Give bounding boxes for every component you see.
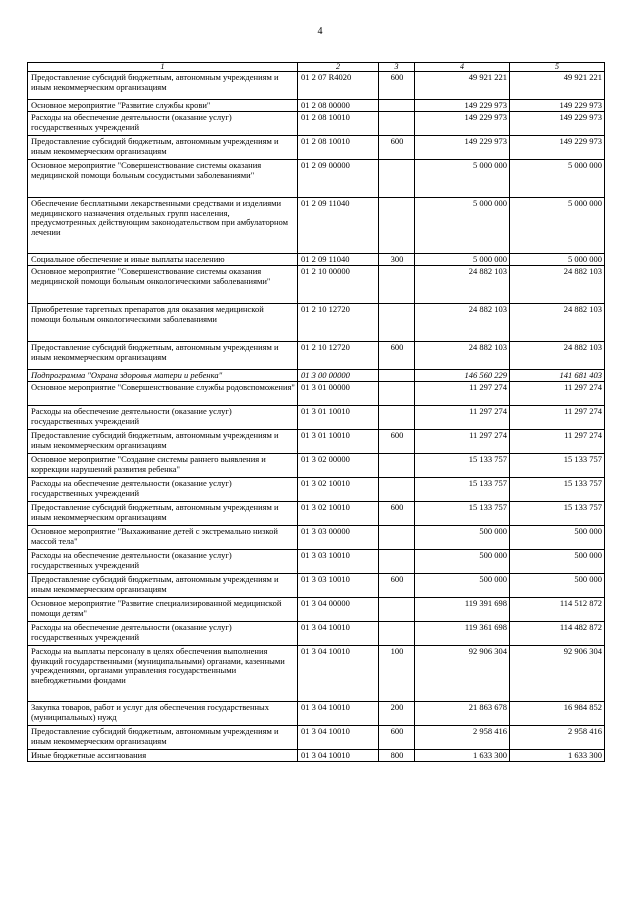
table-row — [28, 646, 605, 702]
row-name: Предоставление субсидий бюджетным, автономным учреждениям и иным некоммерческим организациям — [28, 726, 298, 750]
row-name: Предоставление субсидий бюджетным, автономным учреждениям и иным некоммерческим организациям — [28, 72, 298, 100]
row-expense-type — [379, 370, 415, 382]
row-value-1: 119 391 698 — [415, 598, 510, 622]
row-value-2: 500 000 — [510, 526, 605, 550]
row-value-2: 24 882 103 — [510, 342, 605, 370]
table-row — [28, 266, 605, 304]
row-value-2: 24 882 103 — [510, 304, 605, 342]
table-row — [28, 478, 605, 502]
row-name: Расходы на обеспечение деятельности (оказание услуг) государственных учреждений — [28, 622, 298, 646]
table-row — [28, 430, 605, 454]
row-name: Расходы на обеспечение деятельности (оказание услуг) государственных учреждений — [28, 478, 298, 502]
row-code: 01 2 10 12720 — [298, 304, 379, 342]
table-row — [28, 382, 605, 406]
budget-table — [27, 62, 605, 762]
header-col-2: 2 — [298, 63, 379, 72]
row-value-2: 114 512 872 — [510, 598, 605, 622]
row-code: 01 2 10 00000 — [298, 266, 379, 304]
row-value-2: 141 681 403 — [510, 370, 605, 382]
row-code: 01 3 04 10010 — [298, 646, 379, 702]
row-expense-type — [379, 266, 415, 304]
table-row — [28, 254, 605, 266]
row-value-1: 15 133 757 — [415, 454, 510, 478]
row-name: Иные бюджетные ассигнования — [28, 750, 298, 762]
row-code: 01 2 07 R4020 — [298, 72, 379, 100]
table-row — [28, 702, 605, 726]
row-code: 01 3 04 10010 — [298, 702, 379, 726]
row-value-1: 15 133 757 — [415, 502, 510, 526]
row-expense-type — [379, 160, 415, 198]
row-code: 01 2 09 11040 — [298, 198, 379, 254]
row-value-2: 114 482 872 — [510, 622, 605, 646]
row-value-1: 11 297 274 — [415, 406, 510, 430]
row-value-1: 500 000 — [415, 574, 510, 598]
row-value-2: 24 882 103 — [510, 266, 605, 304]
row-name: Предоставление субсидий бюджетным, автономным учреждениям и иным некоммерческим организациям — [28, 574, 298, 598]
row-expense-type: 100 — [379, 646, 415, 702]
table-row — [28, 100, 605, 112]
header-col-5: 5 — [510, 63, 605, 72]
row-code: 01 2 08 00000 — [298, 100, 379, 112]
table-row — [28, 342, 605, 370]
row-expense-type: 800 — [379, 750, 415, 762]
header-col-4: 4 — [415, 63, 510, 72]
row-value-2: 15 133 757 — [510, 478, 605, 502]
row-value-1: 24 882 103 — [415, 342, 510, 370]
row-expense-type — [379, 198, 415, 254]
table-row — [28, 750, 605, 762]
row-code: 01 2 08 10010 — [298, 112, 379, 136]
row-value-1: 500 000 — [415, 526, 510, 550]
row-value-2: 92 906 304 — [510, 646, 605, 702]
row-code: 01 3 04 10010 — [298, 622, 379, 646]
page-number: 4 — [317, 26, 323, 37]
table-row — [28, 406, 605, 430]
row-value-2: 11 297 274 — [510, 430, 605, 454]
row-value-2: 15 133 757 — [510, 454, 605, 478]
row-name: Основное мероприятие "Совершенствование службы родовспоможения" — [28, 382, 298, 406]
table-row — [28, 502, 605, 526]
row-value-1: 92 906 304 — [415, 646, 510, 702]
row-code: 01 3 03 00000 — [298, 526, 379, 550]
row-expense-type — [379, 112, 415, 136]
row-value-2: 5 000 000 — [510, 254, 605, 266]
row-code: 01 3 04 10010 — [298, 750, 379, 762]
row-expense-type: 600 — [379, 430, 415, 454]
row-value-2: 16 984 852 — [510, 702, 605, 726]
row-value-2: 1 633 300 — [510, 750, 605, 762]
row-expense-type: 600 — [379, 342, 415, 370]
row-value-2: 149 229 973 — [510, 100, 605, 112]
row-name: Основное мероприятие "Развитие службы крови" — [28, 100, 298, 112]
row-name: Предоставление субсидий бюджетным, автономным учреждениям и иным некоммерческим организациям — [28, 430, 298, 454]
row-expense-type — [379, 598, 415, 622]
row-value-2: 15 133 757 — [510, 502, 605, 526]
row-value-2: 149 229 973 — [510, 112, 605, 136]
row-code: 01 2 09 00000 — [298, 160, 379, 198]
header-col-1: 1 — [28, 63, 298, 72]
row-value-1: 21 863 678 — [415, 702, 510, 726]
row-name: Предоставление субсидий бюджетным, автономным учреждениям и иным некоммерческим организациям — [28, 342, 298, 370]
row-value-1: 5 000 000 — [415, 160, 510, 198]
row-expense-type — [379, 382, 415, 406]
row-code: 01 3 01 10010 — [298, 430, 379, 454]
table-row — [28, 622, 605, 646]
table-body — [28, 72, 605, 762]
table-row — [28, 72, 605, 100]
row-code: 01 3 02 00000 — [298, 454, 379, 478]
row-value-2: 5 000 000 — [510, 198, 605, 254]
row-value-2: 11 297 274 — [510, 406, 605, 430]
row-code: 01 2 09 11040 — [298, 254, 379, 266]
table-row — [28, 112, 605, 136]
row-value-1: 15 133 757 — [415, 478, 510, 502]
row-name: Основное мероприятие "Совершенствование системы оказания медицинской помощи больным онкологическими заболеваниями" — [28, 266, 298, 304]
row-value-2: 11 297 274 — [510, 382, 605, 406]
row-code: 01 3 04 10010 — [298, 726, 379, 750]
table-row — [28, 198, 605, 254]
table-row — [28, 454, 605, 478]
row-code: 01 3 02 10010 — [298, 502, 379, 526]
table-row — [28, 526, 605, 550]
row-value-2: 500 000 — [510, 574, 605, 598]
row-expense-type — [379, 304, 415, 342]
row-value-1: 5 000 000 — [415, 198, 510, 254]
row-expense-type: 600 — [379, 726, 415, 750]
row-value-1: 24 882 103 — [415, 266, 510, 304]
row-expense-type: 200 — [379, 702, 415, 726]
row-value-1: 5 000 000 — [415, 254, 510, 266]
row-name: Расходы на обеспечение деятельности (оказание услуг) государственных учреждений — [28, 550, 298, 574]
row-value-1: 149 229 973 — [415, 136, 510, 160]
row-value-1: 24 882 103 — [415, 304, 510, 342]
row-expense-type — [379, 550, 415, 574]
row-name: Расходы на выплаты персоналу в целях обеспечения выполнения функций государственными (муниципальными) органами, казенными учреждениями, органами управления государственными внебюджетными фондами — [28, 646, 298, 702]
row-expense-type — [379, 478, 415, 502]
row-value-1: 146 560 229 — [415, 370, 510, 382]
row-name: Предоставление субсидий бюджетным, автономным учреждениям и иным некоммерческим организациям — [28, 502, 298, 526]
row-value-2: 500 000 — [510, 550, 605, 574]
row-value-2: 5 000 000 — [510, 160, 605, 198]
row-code: 01 3 04 00000 — [298, 598, 379, 622]
row-code: 01 3 03 10010 — [298, 550, 379, 574]
table-header-row — [28, 63, 605, 72]
row-value-1: 2 958 416 — [415, 726, 510, 750]
row-code: 01 3 01 00000 — [298, 382, 379, 406]
row-expense-type: 600 — [379, 502, 415, 526]
table-row — [28, 726, 605, 750]
row-value-1: 11 297 274 — [415, 382, 510, 406]
row-expense-type: 600 — [379, 574, 415, 598]
row-expense-type — [379, 406, 415, 430]
table-row — [28, 304, 605, 342]
row-value-1: 500 000 — [415, 550, 510, 574]
row-code: 01 3 02 10010 — [298, 478, 379, 502]
row-value-2: 2 958 416 — [510, 726, 605, 750]
row-expense-type — [379, 454, 415, 478]
row-value-2: 49 921 221 — [510, 72, 605, 100]
row-name: Расходы на обеспечение деятельности (оказание услуг) государственных учреждений — [28, 112, 298, 136]
table-row — [28, 550, 605, 574]
table-row — [28, 136, 605, 160]
row-expense-type: 300 — [379, 254, 415, 266]
table-row — [28, 598, 605, 622]
row-expense-type: 600 — [379, 72, 415, 100]
row-code: 01 3 00 00000 — [298, 370, 379, 382]
table-row — [28, 370, 605, 382]
row-name: Основное мероприятие "Совершенствование системы оказания медицинской помощи больным сосудистыми заболеваниями" — [28, 160, 298, 198]
row-value-1: 119 361 698 — [415, 622, 510, 646]
row-name: Обеспечение бесплатными лекарственными средствами и изделиями медицинского назначения отдельных групп населения, предусмотренных действующим законодательством при амбулаторном лечении — [28, 198, 298, 254]
row-code: 01 2 10 12720 — [298, 342, 379, 370]
row-name: Подпрограмма "Охрана здоровья матери и ребенка" — [28, 370, 298, 382]
row-name: Предоставление субсидий бюджетным, автономным учреждениям и иным некоммерческим организациям — [28, 136, 298, 160]
row-expense-type — [379, 100, 415, 112]
row-code: 01 3 03 10010 — [298, 574, 379, 598]
row-value-1: 149 229 973 — [415, 112, 510, 136]
row-expense-type — [379, 526, 415, 550]
row-name: Основное мероприятие "Создание системы раннего выявления и коррекции нарушений развития ребенка" — [28, 454, 298, 478]
header-col-3: 3 — [379, 63, 415, 72]
row-expense-type: 600 — [379, 136, 415, 160]
row-name: Приобретение таргетных препаратов для оказания медицинской помощи больным онкологическими заболеваниями — [28, 304, 298, 342]
table-row — [28, 160, 605, 198]
row-value-1: 11 297 274 — [415, 430, 510, 454]
row-name: Закупка товаров, работ и услуг для обеспечения государственных (муниципальных) нужд — [28, 702, 298, 726]
row-name: Основное мероприятие "Развитие специализированной медицинской помощи детям" — [28, 598, 298, 622]
row-name: Расходы на обеспечение деятельности (оказание услуг) государственных учреждений — [28, 406, 298, 430]
row-value-2: 149 229 973 — [510, 136, 605, 160]
row-expense-type — [379, 622, 415, 646]
row-name: Социальное обеспечение и иные выплаты населению — [28, 254, 298, 266]
table-row — [28, 574, 605, 598]
row-value-1: 49 921 221 — [415, 72, 510, 100]
row-code: 01 2 08 10010 — [298, 136, 379, 160]
row-name: Основное мероприятие "Выхаживание детей с экстремально низкой массой тела" — [28, 526, 298, 550]
row-code: 01 3 01 10010 — [298, 406, 379, 430]
row-value-1: 149 229 973 — [415, 100, 510, 112]
row-value-1: 1 633 300 — [415, 750, 510, 762]
